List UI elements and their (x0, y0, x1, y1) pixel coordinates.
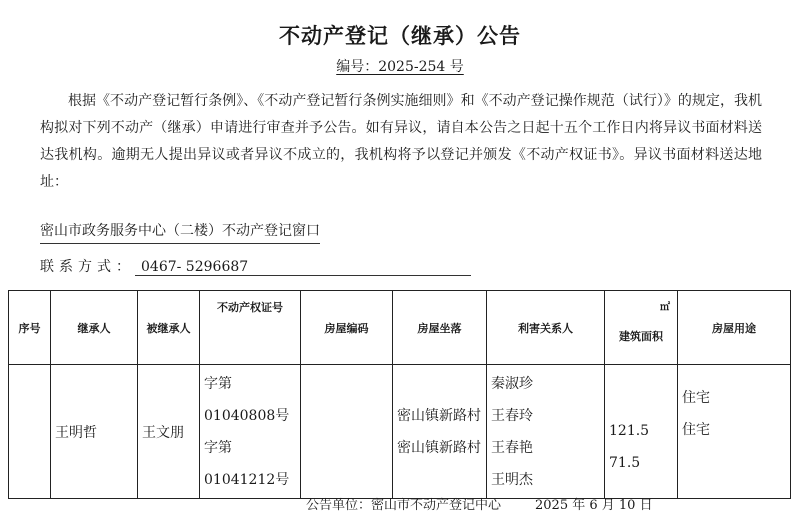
header-decedent: 被继承人 (138, 291, 200, 365)
header-stakeholders: 利害关系人 (487, 291, 605, 365)
footer (306, 494, 653, 513)
document-number (0, 56, 800, 76)
notice-title: 不动产登记（继承）公告 (279, 24, 521, 48)
header-usage: 房屋用途 (678, 291, 791, 365)
announcement-table (8, 290, 791, 499)
cell-decedent: 王文朋 (138, 365, 200, 499)
area-2: 71.5 (609, 454, 641, 471)
cell-heir: 王明哲 (51, 365, 138, 499)
header-heir: 继承人 (51, 291, 138, 365)
header-area (605, 291, 678, 365)
stakeholder-2: 王春玲 (491, 407, 533, 424)
cell-area (605, 365, 678, 499)
stakeholder-1: 秦淑珍 (491, 375, 533, 392)
document-number-text: 编号：2025-254 号 (336, 59, 464, 75)
header-seq: 序号 (9, 291, 51, 365)
area-1: 121.5 (609, 422, 650, 439)
cert-no-1: 字第 01040808号 (204, 375, 290, 424)
usage-1: 住宅 (682, 389, 710, 406)
header-location: 房屋坐落 (393, 291, 487, 365)
header-cert-no: 不动产权证号 (200, 291, 301, 365)
location-2: 密山镇新路村 (397, 439, 481, 456)
cell-seq (9, 365, 51, 499)
contact-label: 联系方式： (40, 259, 135, 275)
stakeholder-4: 王明杰 (491, 471, 533, 488)
location-1: 密山镇新路村 (397, 407, 481, 424)
table-header-row (9, 291, 791, 365)
cell-house-code (301, 365, 393, 499)
area-unit: ㎡ (660, 302, 670, 313)
contact-phone: 0467- 5296687 (135, 259, 471, 276)
usage-2: 住宅 (682, 421, 710, 438)
objection-address: 密山市政务服务中心（二楼）不动产登记窗口 (40, 220, 320, 244)
notice-paragraph: 根据《不动产登记暂行条例》、《不动产登记暂行条例实施细则》和《不动产登记操作规范（试行）》的规定，我机构拟对下列不动产（继承）申请进行审查并予公告。如有异议，请自本公告之日起十五个工作日内将异议书面材料送达我机构。逾期无人提出异议或者异议不成立的，我机构将予以登记并颁发《不动产权证书》。异议书面材料送达地址： (40, 93, 762, 190)
stakeholder-3: 王春艳 (491, 439, 533, 456)
cell-cert-no (200, 365, 301, 499)
contact-line (40, 256, 471, 276)
issuer: 公告单位：密山市不动产登记中心 (306, 498, 502, 513)
cell-stakeholders (487, 365, 605, 499)
notice-body (40, 88, 762, 196)
notice-date: 2025 年 6 月 10 日 (535, 498, 653, 513)
table-row (9, 365, 791, 499)
cell-usage (678, 365, 791, 499)
header-house-code: 房屋编码 (301, 291, 393, 365)
area-label: 建筑面积 (619, 330, 663, 343)
cell-location (393, 365, 487, 499)
cert-no-2: 字第 01041212号 (204, 439, 290, 488)
